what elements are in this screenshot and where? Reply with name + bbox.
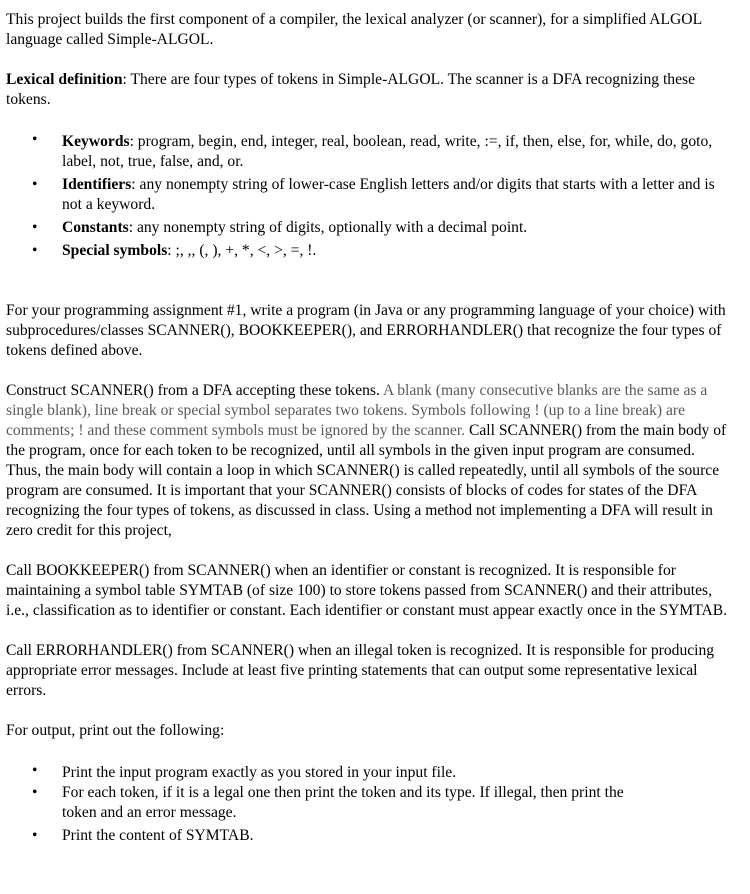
token-label: Constants <box>62 219 129 236</box>
assignment-paragraph: For your programming assignment #1, write a program (in Java or any programming language of your choice) with subprocedures/classes SCANNER(), BOOKKEEPER(), and ERRORHANDLER() that recognize the four types of tokens defined above. <box>6 302 726 359</box>
scanner-muted-text: A blank (many consecutive blanks are the same as a single blank), line break or special symbol separates two tokens. Symbols following ! (up to a line break) are comments; ! and these comment symbols must be ignored by the scanner. <box>6 382 708 439</box>
errorhandler-paragraph: Call ERRORHANDLER() from SCANNER() when an illegal token is recognized. It is responsible for producing appropriate error messages. Include at least five printing statements that can output some representative lexical errors. <box>6 642 715 699</box>
token-description: : any nonempty string of digits, optionally with a decimal point. <box>128 219 528 236</box>
list-item <box>32 826 732 846</box>
list-item-constants <box>32 218 732 238</box>
bullet-icon: • <box>32 784 38 801</box>
output-item-text: Print the content of SYMTAB. <box>62 827 254 844</box>
bullet-icon: • <box>32 242 38 259</box>
bullet-icon: • <box>32 131 38 148</box>
token-types-list <box>6 130 732 261</box>
list-item <box>32 761 732 783</box>
spacer <box>6 741 732 761</box>
lexical-definition-paragraph <box>6 70 732 110</box>
spacer <box>6 361 732 381</box>
token-description: : program, begin, end, integer, real, boolean, read, write, :=, if, then, else, for, while, do, goto, label, not, true, false, and, or. <box>62 133 713 170</box>
list-item-identifiers <box>32 175 732 215</box>
spacer <box>6 261 732 301</box>
spacer <box>6 541 732 561</box>
list-item-keywords <box>32 130 732 172</box>
scanner-lead-text: Construct SCANNER() from a DFA accepting these tokens. <box>6 382 380 399</box>
intro-paragraph: This project builds the first component of a compiler, the lexical analyzer (or scanner), for a simplified ALGOL language called Simple-ALGOL. <box>6 11 702 48</box>
token-description: : ;, ,, (, ), +, *, <, >, =, !. <box>167 242 317 259</box>
output-item-text: Print the input program exactly as you stored in your input file. <box>62 764 457 781</box>
scanner-rest-text: Call SCANNER() from the main body of the program, once for each token to be recognized, until all symbols in the given input program are consumed. Thus, the main body will contain a loop in which SCANNER() is called repeatedly, until all symbols of the source program are consumed. It is important that your SCANNER() consists of blocks of codes for states of the DFA recognizing the four types of tokens, as discussed in class. Using a method not implementing a DFA will result in zero credit for this project, <box>6 422 727 539</box>
list-item <box>32 783 732 823</box>
spacer <box>6 701 732 721</box>
output-item-text: For each token, if it is a legal one then print the token and its type. If illegal, then print the token and an error message. <box>62 784 624 821</box>
scanner-paragraph <box>6 381 732 541</box>
output-intro: For output, print out the following: <box>6 722 225 739</box>
bullet-icon: • <box>32 762 38 779</box>
bullet-icon: • <box>32 219 38 236</box>
list-item-special-symbols <box>32 241 732 261</box>
bullet-icon: • <box>32 176 38 193</box>
lexical-definition-text: : There are four types of tokens in Simple-ALGOL. The scanner is a DFA recognizing these tokens. <box>6 71 696 108</box>
spacer <box>6 621 732 641</box>
spacer <box>6 50 732 70</box>
token-description: : any nonempty string of lower-case English letters and/or digits that starts with a letter and is not a keyword. <box>62 176 715 213</box>
token-label: Special symbols <box>62 242 168 259</box>
spacer <box>6 110 732 130</box>
token-label: Keywords <box>62 133 130 150</box>
lexical-definition-label: Lexical definition <box>6 71 123 88</box>
bullet-icon: • <box>32 827 38 844</box>
token-label: Identifiers <box>62 176 132 193</box>
bookkeeper-paragraph: Call BOOKKEEPER() from SCANNER() when an identifier or constant is recognized. It is responsible for maintaining a symbol table SYMTAB (of size 100) to store tokens passed from SCANNER() and their attributes, i.e., classification as to identifier or constant. Each identifier or constant must appear exactly once in the SYMTAB. <box>6 562 728 619</box>
output-list <box>6 761 732 846</box>
